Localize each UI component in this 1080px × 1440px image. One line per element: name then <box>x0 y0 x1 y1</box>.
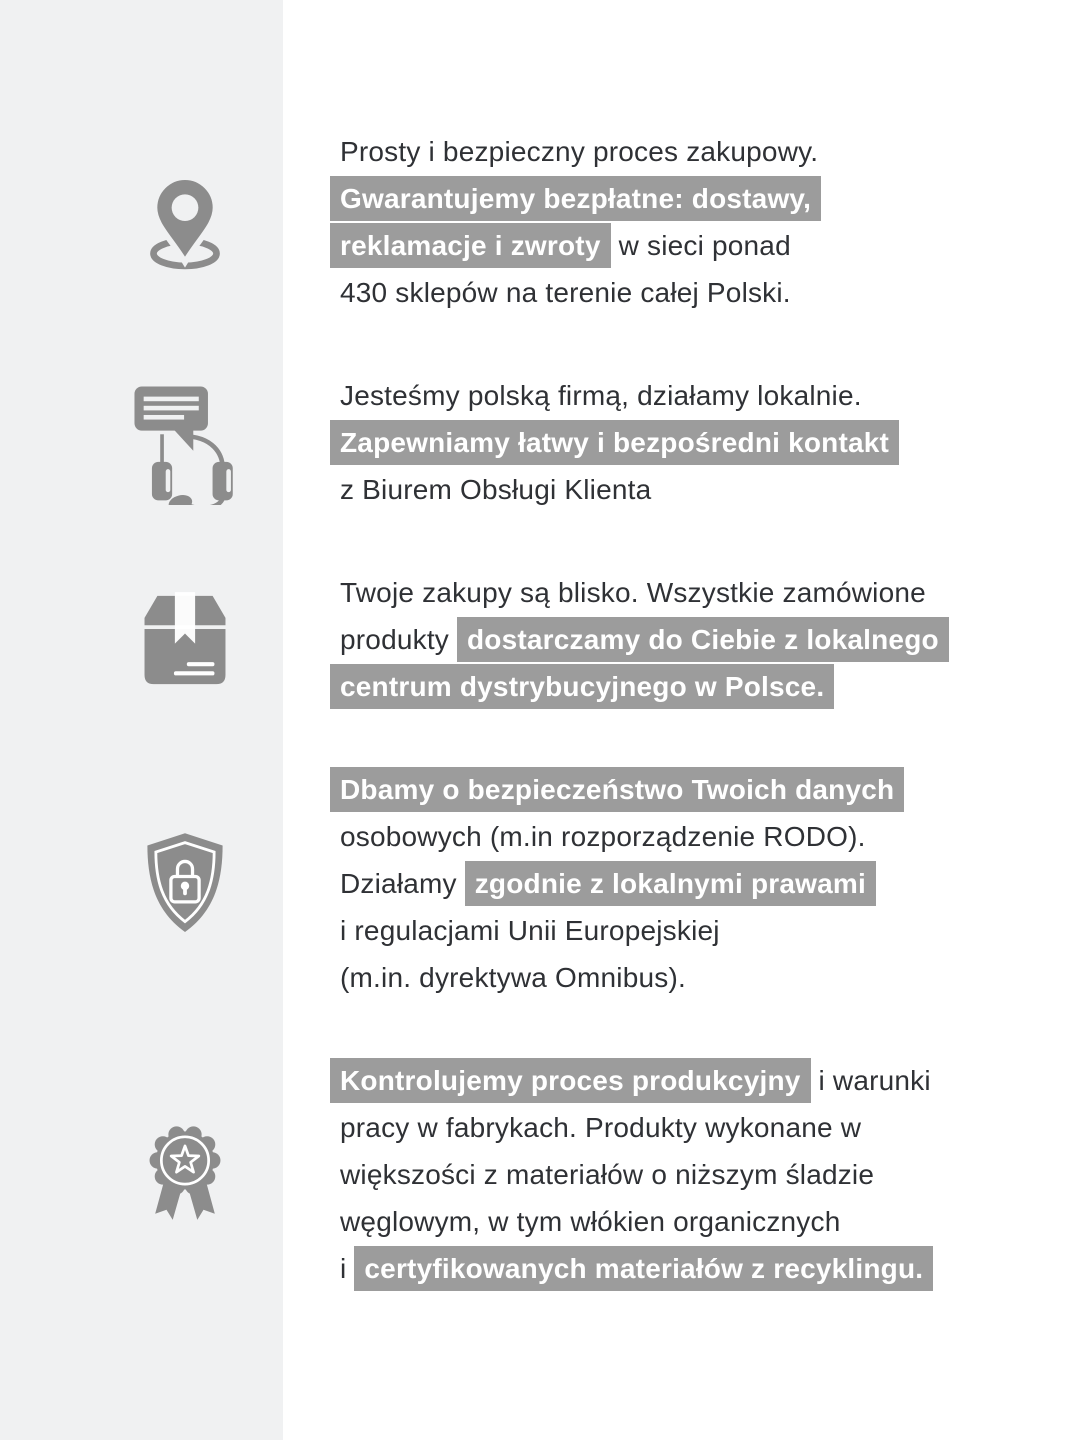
text-line <box>340 1057 933 1104</box>
customer-support-headset-icon <box>127 381 243 505</box>
plain-text: z Biurem Obsługi Klienta <box>340 474 652 505</box>
plain-text: osobowych (m.in rozporządzenie RODO). <box>340 821 866 852</box>
plain-text: i regulacjami Unii Europejskiej <box>340 915 720 946</box>
plain-text: Twoje zakupy są blisko. Wszystkie zamówione <box>340 577 926 608</box>
plain-text: pracy w fabrykach. Produkty wykonane w <box>340 1112 862 1143</box>
plain-text: i <box>340 1253 355 1284</box>
text-line <box>340 128 821 175</box>
highlighted-text: Kontrolujemy proces produkcyjny <box>330 1058 811 1103</box>
highlighted-text: Gwarantujemy bezpłatne: dostawy, <box>330 176 821 221</box>
text-line <box>340 663 949 710</box>
plain-text: i warunki <box>810 1065 931 1096</box>
location-pin-icon <box>133 170 238 275</box>
package-box-icon <box>139 590 231 690</box>
plain-text: 430 sklepów na terenie całej Polski. <box>340 277 791 308</box>
icon-column <box>0 372 283 513</box>
text-line <box>340 175 821 222</box>
text-line <box>340 766 904 813</box>
plain-text: w sieci ponad <box>610 230 791 261</box>
highlighted-text: centrum dystrybucyjnego w Polsce. <box>330 664 834 709</box>
text-line <box>340 269 821 316</box>
plain-text: węglowym, w tym włókien organicznych <box>340 1206 841 1237</box>
benefit-section-delivery <box>0 569 1080 710</box>
text-line <box>340 813 904 860</box>
text-block <box>283 1057 933 1292</box>
security-shield-lock-icon <box>138 830 232 938</box>
highlighted-text: certyfikowanych materiałów z recyklingu. <box>354 1246 933 1291</box>
text-line <box>340 466 899 513</box>
plain-text: Działamy <box>340 868 465 899</box>
plain-text: Jesteśmy polską firmą, działamy lokalnie. <box>340 380 862 411</box>
text-line <box>340 907 904 954</box>
icon-column <box>0 1057 283 1292</box>
text-block <box>283 128 821 316</box>
icon-column <box>0 569 283 710</box>
highlighted-text: reklamacje i zwroty <box>330 223 611 268</box>
icon-column <box>0 128 283 316</box>
text-block <box>283 372 899 513</box>
text-line <box>340 954 904 1001</box>
highlighted-text: Zapewniamy łatwy i bezpośredni kontakt <box>330 420 899 465</box>
text-line <box>340 419 899 466</box>
icon-column <box>0 766 283 1001</box>
highlighted-text: zgodnie z lokalnymi prawami <box>465 861 876 906</box>
benefit-section-data-security <box>0 766 1080 1001</box>
plain-text: (m.in. dyrektywa Omnibus). <box>340 962 686 993</box>
text-line <box>340 860 904 907</box>
plain-text: większości z materiałów o niższym śladzie <box>340 1159 875 1190</box>
award-badge-icon <box>135 1116 235 1234</box>
text-line <box>340 222 821 269</box>
text-block <box>283 569 949 710</box>
plain-text: Prosty i bezpieczny proces zakupowy. <box>340 136 819 167</box>
text-line <box>340 569 949 616</box>
text-line <box>340 616 949 663</box>
highlighted-text: Dbamy o bezpieczeństwo Twoich danych <box>330 767 904 812</box>
benefit-section-contact <box>0 372 1080 513</box>
text-line <box>340 1104 933 1151</box>
plain-text: produkty <box>340 624 457 655</box>
text-line <box>340 1151 933 1198</box>
text-line <box>340 1245 933 1292</box>
text-line <box>340 1198 933 1245</box>
text-line <box>340 372 899 419</box>
benefit-section-stores <box>0 128 1080 316</box>
text-block <box>283 766 904 1001</box>
highlighted-text: dostarczamy do Ciebie z lokalnego <box>457 617 949 662</box>
benefit-section-production <box>0 1057 1080 1292</box>
